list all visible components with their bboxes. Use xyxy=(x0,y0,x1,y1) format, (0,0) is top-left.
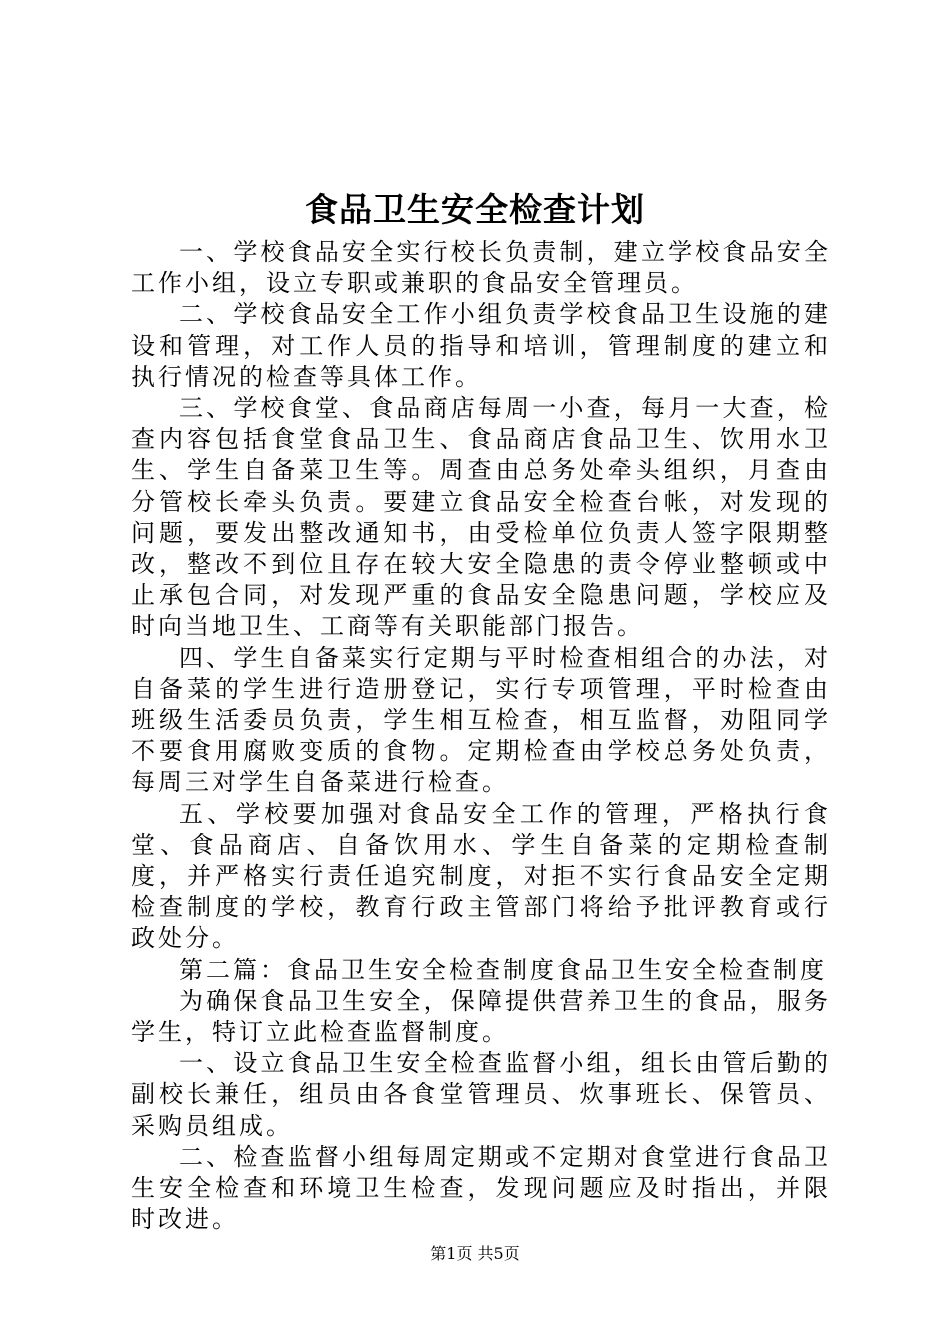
paragraph-4: 四、学生自备菜实行定期与平时检查相组合的办法，对自备菜的学生进行造册登记，实行专项管理，平时检查由班级生活委员负责，学生相互检查，相互监督，劝阻同学不要食用腐败变质的食物。定期检查由学校总务处负责，每周三对学生自备菜进行检查。 xyxy=(131,643,831,797)
paragraph-9: 二、检查监督小组每周定期或不定期对食堂进行食品卫生安全检查和环境卫生检查，发现问题应及时指出，并限时改进。 xyxy=(131,1142,831,1234)
document-body xyxy=(131,237,831,1236)
paragraph-5: 五、学校要加强对食品安全工作的管理，严格执行食堂、食品商店、自备饮用水、学生自备菜的定期检查制度，并严格实行责任追究制度，对拒不实行食品安全定期检查制度的学校，教育行政主管部门将给予批评教育或行政处分。 xyxy=(131,799,831,953)
paragraph-3: 三、学校食堂、食品商店每周一小查，每月一大查，检查内容包括食堂食品卫生、食品商店食品卫生、饮用水卫生、学生自备菜卫生等。周查由总务处牵头组织，月查由分管校长牵头负责。要建立食品安全检查台帐，对发现的问题，要发出整改通知书，由受检单位负责人签字限期整改，整改不到位且存在较大安全隐患的责令停业整顿或中止承包合同，对发现严重的食品安全隐患问题，学校应及时向当地卫生、工商等有关职能部门报告。 xyxy=(131,394,831,641)
document-title: 食品卫生安全检查计划 xyxy=(305,190,645,229)
paragraph-8: 一、设立食品卫生安全检查监督小组，组长由管后勤的副校长兼任，组员由各食堂管理员、炊事班长、保管员、采购员组成。 xyxy=(131,1049,831,1140)
page-number-footer: 第1页 共5页 xyxy=(430,1244,520,1263)
paragraph-7: 为确保食品卫生安全，保障提供营养卫生的食品，服务学生，特订立此检查监督制度。 xyxy=(131,986,831,1047)
paragraph-2: 二、学校食品安全工作小组负责学校食品卫生设施的建设和管理，对工作人员的指导和培训，管理制度的建立和执行情况的检查等具体工作。 xyxy=(131,300,831,391)
section-heading-part-two: 第二篇：食品卫生安全检查制度食品卫生安全检查制度 xyxy=(179,955,827,984)
paragraph-1: 一、学校食品安全实行校长负责制，建立学校食品安全工作小组，设立专职或兼职的食品安全管理员。 xyxy=(131,238,831,298)
